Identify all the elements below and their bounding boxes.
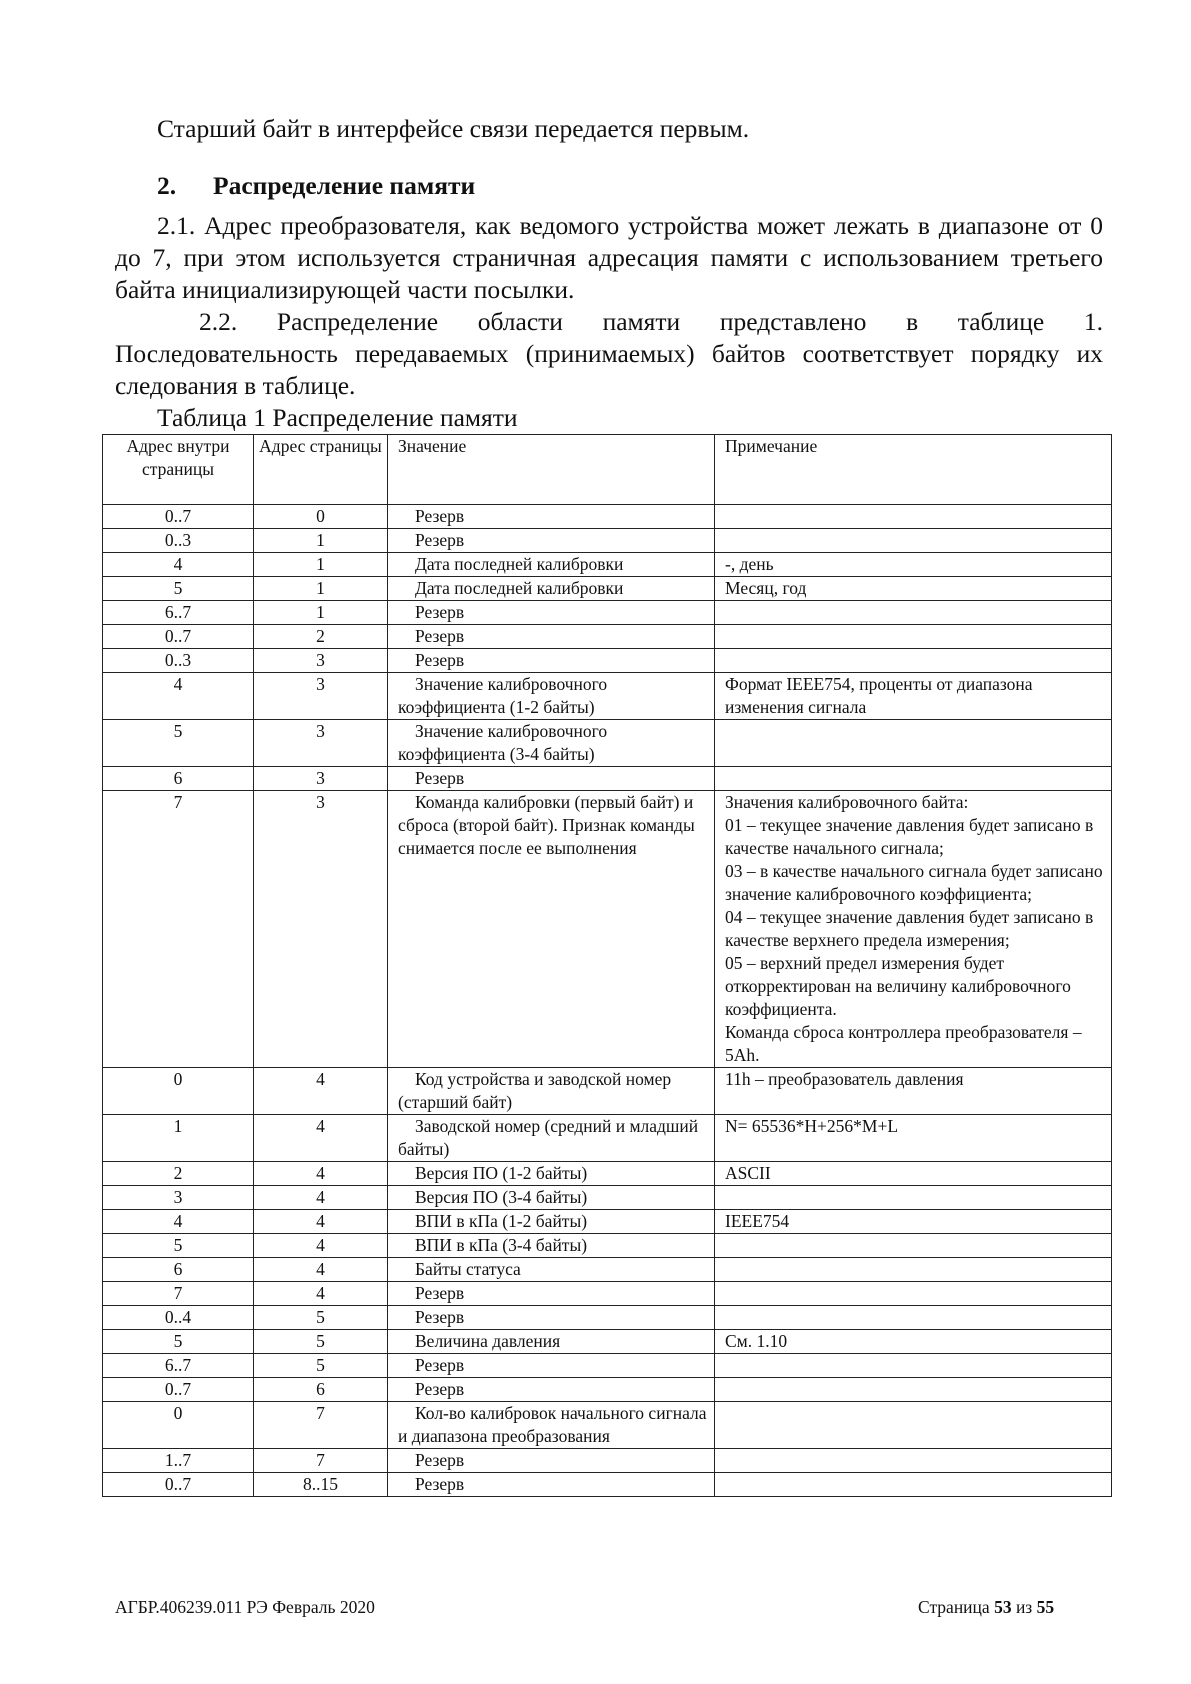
cell-value: Кол-во калибровок начального сигнала и диапазона преобразования	[388, 1402, 715, 1449]
table-row	[103, 767, 1112, 791]
cell-page-addr: 3	[254, 673, 388, 720]
section-number: 2.	[157, 171, 177, 200]
section-title: Распределение памяти	[213, 171, 476, 200]
cell-addr-in-page: 0	[103, 1402, 254, 1449]
table-caption: Таблица 1 Распределение памяти	[157, 403, 518, 432]
table-row	[103, 1354, 1112, 1378]
table-row	[103, 577, 1112, 601]
cell-addr-in-page: 2	[103, 1162, 254, 1186]
cell-page-addr: 4	[254, 1258, 388, 1282]
cell-addr-in-page: 6	[103, 767, 254, 791]
cell-addr-in-page: 5	[103, 720, 254, 767]
cell-page-addr: 1	[254, 529, 388, 553]
page-current: 53	[994, 1597, 1012, 1617]
cell-value: Резерв	[388, 1449, 715, 1473]
paragraph-2-2	[115, 306, 1103, 402]
cell-addr-in-page: 5	[103, 1234, 254, 1258]
footer-doc-id: АГБР.406239.011 РЭ Февраль 2020	[115, 1597, 375, 1617]
cell-value: Код устройства и заводской номер (старший байт)	[388, 1068, 715, 1115]
cell-value: Дата последней калибровки	[388, 577, 715, 601]
cell-note	[715, 1258, 1112, 1282]
cell-note	[715, 529, 1112, 553]
cell-addr-in-page: 0..3	[103, 529, 254, 553]
cell-page-addr: 4	[254, 1115, 388, 1162]
cell-addr-in-page: 0..7	[103, 505, 254, 529]
cell-note	[715, 649, 1112, 673]
cell-page-addr: 4	[254, 1068, 388, 1115]
table-row	[103, 1449, 1112, 1473]
cell-addr-in-page: 0..7	[103, 1473, 254, 1497]
cell-page-addr: 7	[254, 1449, 388, 1473]
cell-addr-in-page: 6..7	[103, 601, 254, 625]
cell-note	[715, 505, 1112, 529]
cell-note: 11h – преобразователь давления	[715, 1068, 1112, 1115]
cell-value: Байты статуса	[388, 1258, 715, 1282]
table-row	[103, 1306, 1112, 1330]
cell-note	[715, 1449, 1112, 1473]
table-row	[103, 1068, 1112, 1115]
table-row	[103, 601, 1112, 625]
cell-page-addr: 8..15	[254, 1473, 388, 1497]
cell-page-addr: 4	[254, 1186, 388, 1210]
paragraph-2-2-rest: Последовательность передаваемых (принимаемых) байтов соответствует порядку их следования в таблице.	[115, 339, 1103, 400]
table-row	[103, 673, 1112, 720]
cell-addr-in-page: 4	[103, 673, 254, 720]
intro-text: Старший байт в интерфейсе связи передается первым.	[157, 114, 750, 143]
cell-value: Значение калибровочного коэффициента (1-2 байты)	[388, 673, 715, 720]
table-row	[103, 529, 1112, 553]
paragraph-2-1: 2.1. Адрес преобразователя, как ведомого устройства может лежать в диапазоне от 0 до 7, при этом используется страничная адресация памяти с использованием третьего байта инициализирующей части посылки.	[115, 211, 1103, 304]
cell-note: N= 65536*H+256*M+L	[715, 1115, 1112, 1162]
cell-addr-in-page: 0..7	[103, 625, 254, 649]
table-row	[103, 625, 1112, 649]
section-heading	[157, 170, 475, 202]
cell-note: -, день	[715, 553, 1112, 577]
cell-value: Резерв	[388, 601, 715, 625]
cell-page-addr: 5	[254, 1330, 388, 1354]
page-label: Страница	[918, 1597, 990, 1617]
cell-value: Резерв	[388, 1354, 715, 1378]
footer-page-number	[918, 1597, 1054, 1618]
cell-page-addr: 4	[254, 1282, 388, 1306]
cell-page-addr: 7	[254, 1402, 388, 1449]
cell-note	[715, 1378, 1112, 1402]
cell-addr-in-page: 0..3	[103, 649, 254, 673]
cell-value: Резерв	[388, 1378, 715, 1402]
cell-value: Команда калибровки (первый байт) и сброса (второй байт). Признак команды снимается после ее выполнения	[388, 791, 715, 1068]
table-row	[103, 1258, 1112, 1282]
cell-page-addr: 1	[254, 553, 388, 577]
table-row	[103, 1186, 1112, 1210]
cell-value: ВПИ в кПа (1-2 байты)	[388, 1210, 715, 1234]
table-row	[103, 791, 1112, 1068]
header-addr-in-page: Адрес внутри страницы	[103, 435, 254, 505]
cell-addr-in-page: 0..4	[103, 1306, 254, 1330]
cell-value: Версия ПО (1-2 байты)	[388, 1162, 715, 1186]
cell-note	[715, 1354, 1112, 1378]
cell-page-addr: 1	[254, 601, 388, 625]
cell-note	[715, 1234, 1112, 1258]
cell-page-addr: 4	[254, 1210, 388, 1234]
cell-page-addr: 4	[254, 1162, 388, 1186]
cell-note: См. 1.10	[715, 1330, 1112, 1354]
cell-addr-in-page: 5	[103, 1330, 254, 1354]
cell-addr-in-page: 1..7	[103, 1449, 254, 1473]
page-of: из	[1015, 1597, 1033, 1617]
table-row	[103, 1162, 1112, 1186]
cell-addr-in-page: 4	[103, 1210, 254, 1234]
table-row	[103, 720, 1112, 767]
table-row	[103, 1378, 1112, 1402]
cell-value: Резерв	[388, 625, 715, 649]
cell-note: Значения калибровочного байта: 01 – текущее значение давления будет записано в качестве начального сигнала; 03 – в качестве начального сигнала будет записано значение калибровочного коэффициента; 04 – текущее значение давления будет записано в качестве верхнего предела измерения; 05 – верхний предел измерения будет откорректирован на величину калибровочного коэффициента. Команда сброса контроллера преобразователя – 5Ah.	[715, 791, 1112, 1068]
cell-note: ASCII	[715, 1162, 1112, 1186]
cell-page-addr: 2	[254, 625, 388, 649]
cell-note: IEEE754	[715, 1210, 1112, 1234]
cell-note	[715, 720, 1112, 767]
cell-value: ВПИ в кПа (3-4 байты)	[388, 1234, 715, 1258]
table-header-row	[103, 435, 1112, 505]
cell-addr-in-page: 6..7	[103, 1354, 254, 1378]
cell-note: Месяц, год	[715, 577, 1112, 601]
cell-value: Резерв	[388, 505, 715, 529]
cell-page-addr: 3	[254, 791, 388, 1068]
table-row	[103, 505, 1112, 529]
cell-note	[715, 1282, 1112, 1306]
memory-table	[102, 434, 1112, 1497]
cell-value: Заводской номер (средний и младший байты)	[388, 1115, 715, 1162]
cell-note	[715, 1306, 1112, 1330]
table-row	[103, 1115, 1112, 1162]
cell-value: Резерв	[388, 1473, 715, 1497]
cell-addr-in-page: 5	[103, 577, 254, 601]
table-row	[103, 1282, 1112, 1306]
cell-note	[715, 1473, 1112, 1497]
cell-addr-in-page: 1	[103, 1115, 254, 1162]
cell-page-addr: 3	[254, 649, 388, 673]
cell-value: Резерв	[388, 649, 715, 673]
table-row	[103, 1234, 1112, 1258]
cell-value: Версия ПО (3-4 байты)	[388, 1186, 715, 1210]
cell-value: Резерв	[388, 767, 715, 791]
cell-page-addr: 1	[254, 577, 388, 601]
cell-value: Дата последней калибровки	[388, 553, 715, 577]
cell-page-addr: 0	[254, 505, 388, 529]
cell-value: Резерв	[388, 529, 715, 553]
cell-page-addr: 3	[254, 720, 388, 767]
cell-addr-in-page: 4	[103, 553, 254, 577]
cell-note: Формат IEEE754, проценты от диапазона изменения сигнала	[715, 673, 1112, 720]
cell-addr-in-page: 0	[103, 1068, 254, 1115]
cell-addr-in-page: 7	[103, 1282, 254, 1306]
cell-value: Резерв	[388, 1282, 715, 1306]
cell-value: Значение калибровочного коэффициента (3-4 байты)	[388, 720, 715, 767]
cell-page-addr: 5	[254, 1306, 388, 1330]
cell-note	[715, 601, 1112, 625]
cell-page-addr: 3	[254, 767, 388, 791]
table-row	[103, 649, 1112, 673]
header-note: Примечание	[715, 435, 1112, 505]
cell-page-addr: 5	[254, 1354, 388, 1378]
cell-value: Резерв	[388, 1306, 715, 1330]
cell-addr-in-page: 3	[103, 1186, 254, 1210]
header-page-addr: Адрес страницы	[254, 435, 388, 505]
cell-page-addr: 4	[254, 1234, 388, 1258]
cell-note	[715, 767, 1112, 791]
table-row	[103, 1330, 1112, 1354]
cell-page-addr: 6	[254, 1378, 388, 1402]
cell-addr-in-page: 6	[103, 1258, 254, 1282]
page-total: 55	[1036, 1597, 1055, 1617]
cell-value: Величина давления	[388, 1330, 715, 1354]
paragraph-2-2-lead: 2.2. Распределение области памяти представлено в таблице 1.	[199, 307, 1103, 336]
header-value: Значение	[388, 435, 715, 505]
table-row	[103, 1473, 1112, 1497]
cell-note	[715, 625, 1112, 649]
table-row	[103, 1210, 1112, 1234]
cell-note	[715, 1186, 1112, 1210]
cell-addr-in-page: 0..7	[103, 1378, 254, 1402]
cell-addr-in-page: 7	[103, 791, 254, 1068]
table-row	[103, 553, 1112, 577]
cell-note	[715, 1402, 1112, 1449]
table-row	[103, 1402, 1112, 1449]
